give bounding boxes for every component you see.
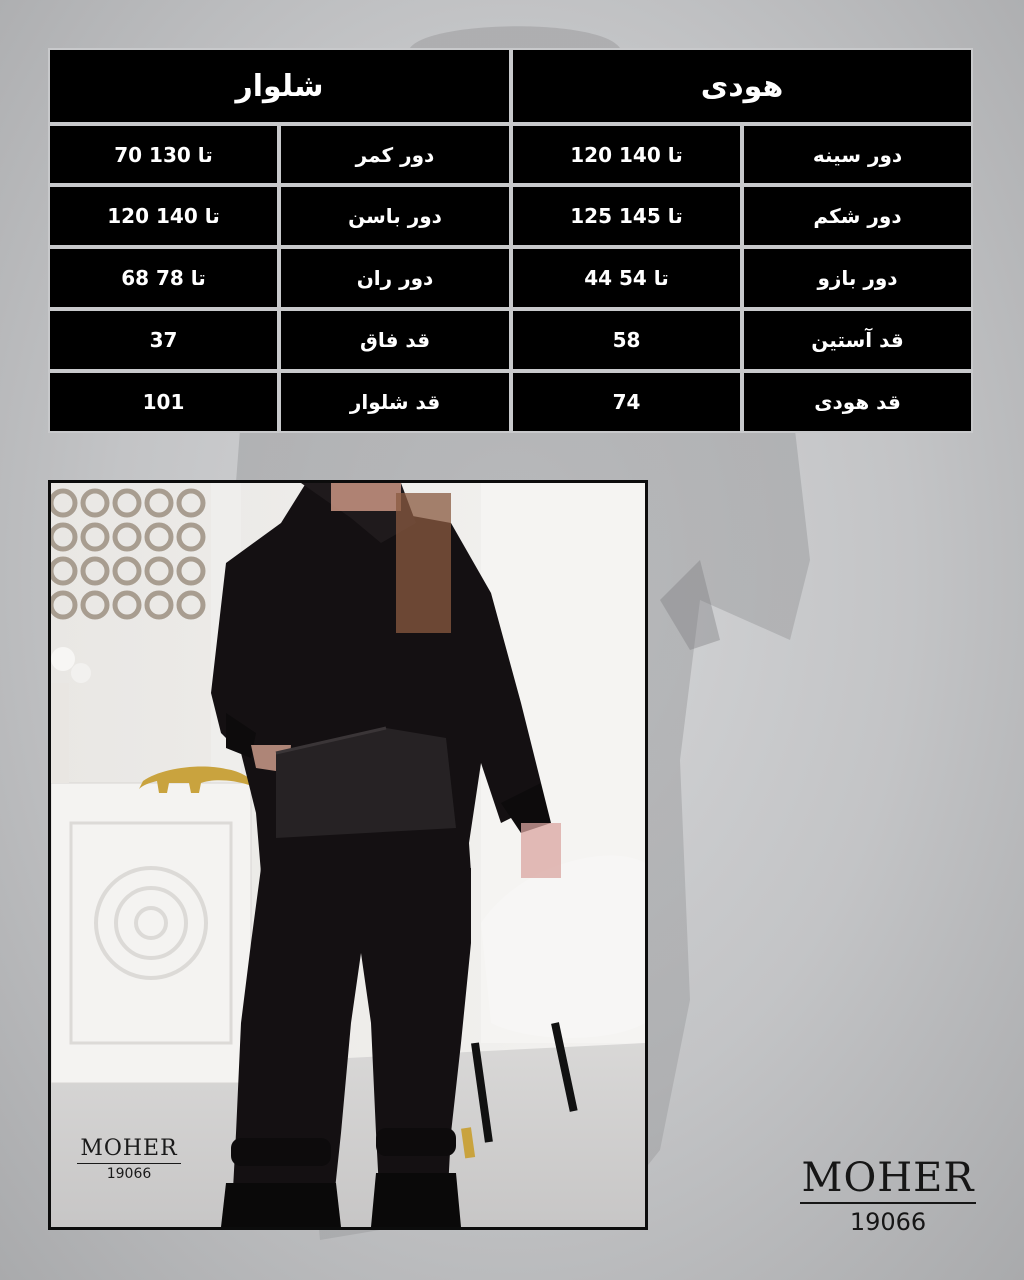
pants-heading: شلوار — [50, 50, 509, 122]
hoodie-label-cell: دور سینه — [744, 126, 971, 183]
brand-rule — [77, 1163, 181, 1164]
hoodie-value-cell: 74 — [513, 373, 740, 431]
hoodie-value-cell: 58 — [513, 311, 740, 369]
pants-value-cell: 101 — [50, 373, 277, 431]
size-chart-table — [48, 48, 973, 433]
pants-value-cell: 70 تا 130 — [50, 126, 277, 183]
pants-value-cell: 120 تا 140 — [50, 187, 277, 245]
hoodie-label-cell: قد هودی — [744, 373, 971, 431]
pants-label-cell: دور کمر — [281, 126, 509, 183]
hoodie-label-cell: دور بازو — [744, 249, 971, 307]
product-code: 19066 — [106, 1166, 152, 1182]
hoodie-heading: هودی — [513, 50, 971, 122]
pants-label-cell: دور ران — [281, 249, 509, 307]
pants-value-cell: 37 — [50, 311, 277, 369]
pants-label-cell: قد فاق — [281, 311, 509, 369]
hoodie-value-cell: 44 تا 54 — [513, 249, 740, 307]
brand-logo-small — [77, 1136, 181, 1182]
product-photo — [48, 480, 648, 1230]
product-photo-illustration — [51, 483, 645, 1227]
hoodie-label-cell: دور شکم — [744, 187, 971, 245]
brand-rule — [800, 1202, 976, 1204]
hoodie-value-cell: 125 تا 145 — [513, 187, 740, 245]
brand-logo-large — [800, 1156, 976, 1236]
hoodie-label-cell: قد آستین — [744, 311, 971, 369]
pants-label-cell: دور باسن — [281, 187, 509, 245]
brand-name: MOHER — [80, 1136, 178, 1161]
product-code: 19066 — [849, 1208, 927, 1236]
brand-name: MOHER — [801, 1155, 975, 1201]
hoodie-value-cell: 120 تا 140 — [513, 126, 740, 183]
pants-value-cell: 68 تا 78 — [50, 249, 277, 307]
pants-label-cell: قد شلوار — [281, 373, 509, 431]
